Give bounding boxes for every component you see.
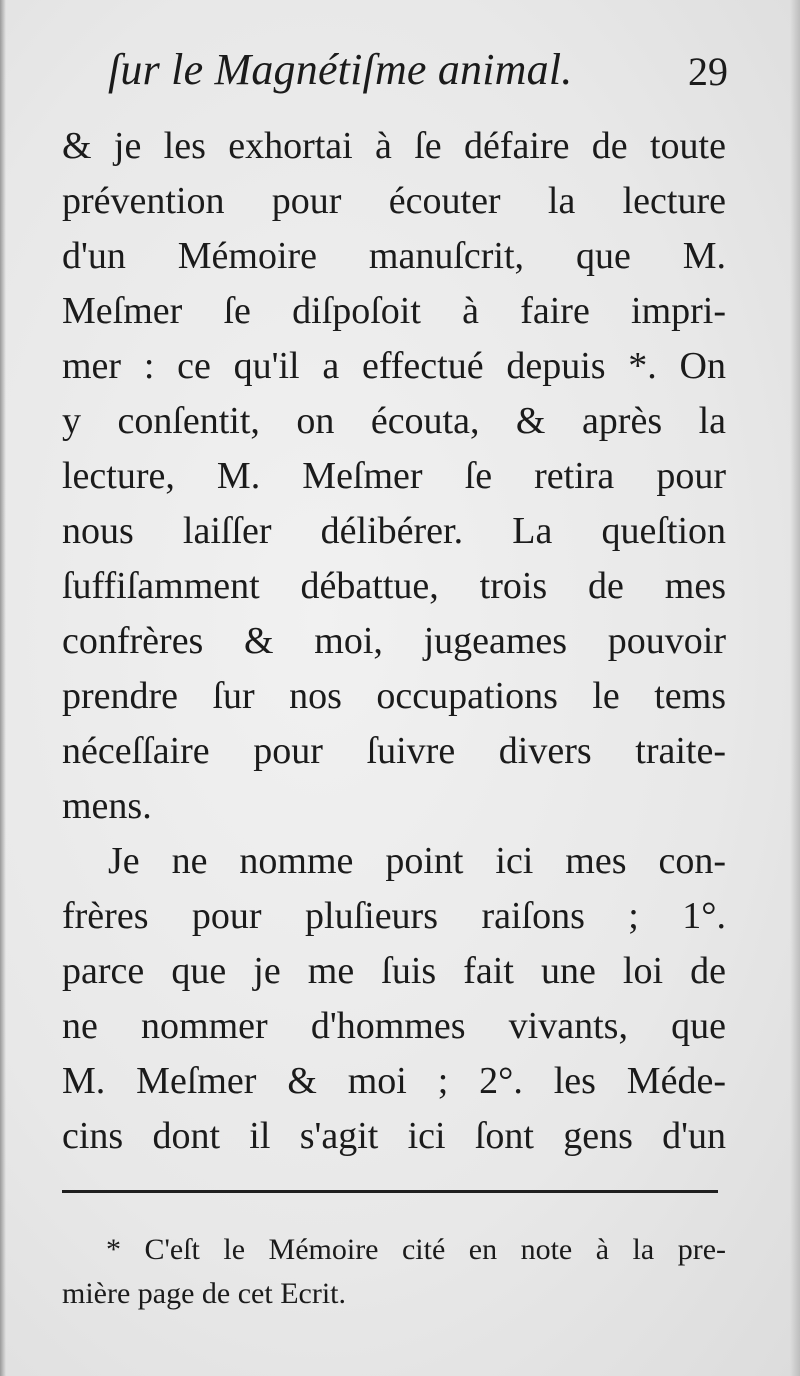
page-edge-left [0, 0, 6, 1376]
text-line: prendre ſur nos occupations le tems [62, 675, 726, 717]
text-line: mer : ce qu'il a effectué depuis *. On [62, 345, 726, 387]
page-edge-right [790, 0, 800, 1376]
body-text [62, 119, 726, 1164]
text-line: y conſentit, on écouta, & après la [62, 400, 726, 442]
text-line: mens. [62, 785, 152, 827]
page-header [108, 44, 728, 114]
footnote-line: * C'eſt le Mémoire cité en note à la pre- [106, 1233, 726, 1266]
text-line: d'un Mémoire manuſcrit, que M. [62, 235, 726, 277]
text-line: ne nommer d'hommes vivants, que [62, 1005, 726, 1047]
page-number: 29 [688, 49, 728, 94]
footnote [62, 1228, 726, 1316]
text-line: ſuffiſamment débattue, trois de mes [62, 565, 726, 607]
text-line: parce que je me ſuis fait une loi de [62, 950, 726, 992]
text-line: prévention pour écouter la lecture [62, 180, 726, 222]
text-line: néceſſaire pour ſuivre divers traite- [62, 730, 726, 772]
text-line: cins dont il s'agit ici ſont gens d'un [62, 1115, 726, 1157]
text-line: & je les exhortai à ſe défaire de toute [62, 125, 726, 167]
running-head: ſur le Magnétiſme animal. [108, 45, 573, 94]
text-line: nous laiſſer délibérer. La queſtion [62, 510, 726, 552]
footnote-rule [62, 1190, 718, 1193]
text-line: lecture, M. Meſmer ſe retira pour [62, 455, 726, 497]
text-line: Meſmer ſe diſpoſoit à faire impri- [62, 290, 726, 332]
paragraph-first-line: Je ne nomme point ici mes con- [108, 840, 726, 882]
text-line: frères pour pluſieurs raiſons ; 1°. [62, 895, 726, 937]
text-line: confrères & moi, jugeames pouvoir [62, 620, 726, 662]
footnote-line: mière page de cet Ecrit. [62, 1277, 347, 1310]
text-line: M. Meſmer & moi ; 2°. les Méde- [62, 1060, 726, 1102]
